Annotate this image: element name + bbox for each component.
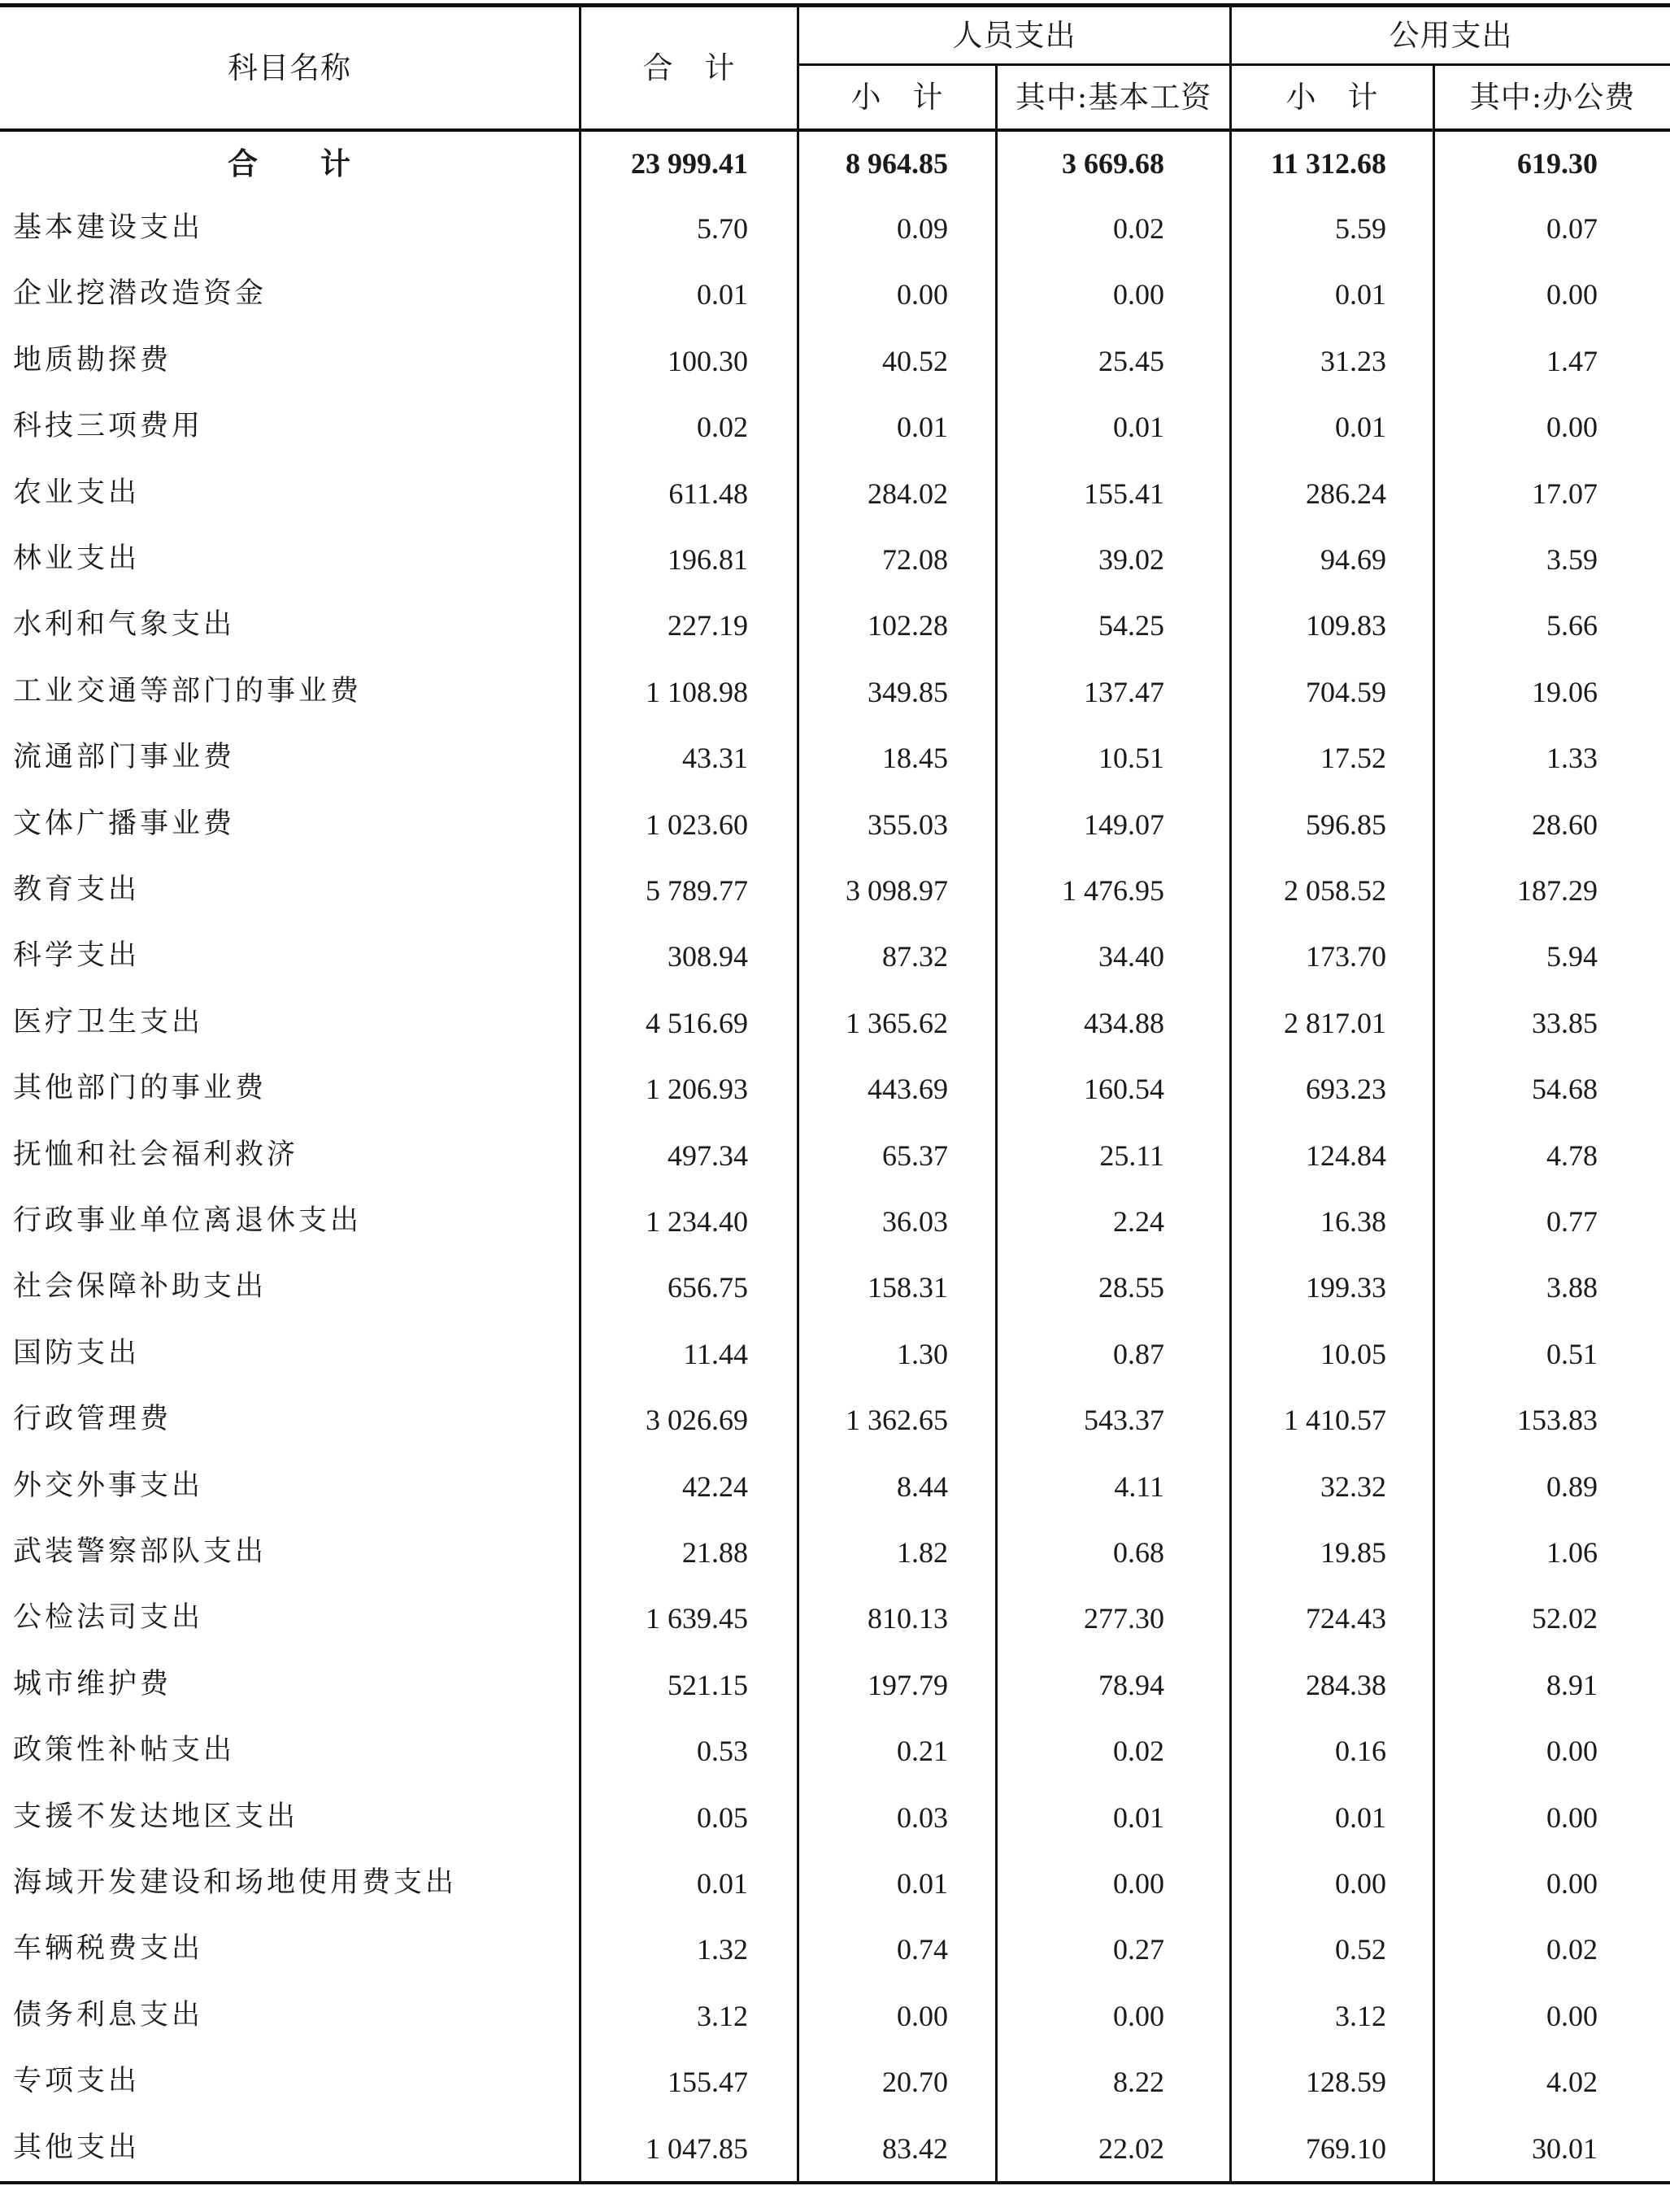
table-cell: 0.01 — [1113, 1801, 1164, 1834]
table-cell: 5 789.77 — [646, 873, 748, 907]
table-cell: 0.52 — [1335, 1932, 1386, 1966]
table-cell: 83.42 — [882, 2131, 948, 2165]
table-cell: 0.01 — [897, 410, 948, 443]
table-cell: 0.01 — [697, 1866, 748, 1900]
table-cell: 704.59 — [1306, 675, 1386, 708]
table-cell: 137.47 — [1084, 675, 1164, 708]
table-cell: 0.02 — [1546, 1932, 1598, 1966]
table-cell: 94.69 — [1320, 542, 1386, 576]
table-cell: 54.25 — [1098, 608, 1164, 642]
table-cell: 0.74 — [897, 1932, 948, 1966]
table-cell: 5.70 — [697, 211, 748, 245]
table-row-label: 林业支出 — [13, 542, 141, 575]
table-cell: 0.02 — [697, 410, 748, 443]
table-cell: 0.00 — [1335, 1866, 1386, 1900]
table-cell: 3.12 — [1335, 1999, 1386, 2032]
table-row-label: 公检法司支出 — [13, 1601, 204, 1634]
header-office-expense: 其中:办公费 — [1469, 80, 1636, 115]
table-cell: 34.40 — [1098, 939, 1164, 973]
table-cell: 0.00 — [1546, 1999, 1598, 2032]
table-row-label: 文体广播事业费 — [13, 808, 236, 840]
table-cell: 0.89 — [1546, 1470, 1598, 1503]
table-cell: 286.24 — [1306, 477, 1386, 510]
table-row-label: 科技三项费用 — [13, 410, 204, 442]
table-cell: 28.55 — [1098, 1270, 1164, 1304]
table-cell: 0.01 — [697, 277, 748, 311]
table-cell: 724.43 — [1306, 1601, 1386, 1635]
table-cell: 1 023.60 — [646, 808, 748, 841]
table-cell: 0.16 — [1335, 1734, 1386, 1767]
table-row-label: 企业挖潜改造资金 — [13, 277, 267, 310]
table-cell: 25.45 — [1098, 344, 1164, 377]
table-cell: 596.85 — [1306, 808, 1386, 841]
table-cell: 39.02 — [1098, 542, 1164, 576]
table-cell: 109.83 — [1306, 608, 1386, 642]
table-cell: 5.66 — [1546, 608, 1598, 642]
table-cell: 124.84 — [1306, 1139, 1386, 1172]
table-cell: 11.44 — [683, 1337, 748, 1370]
table-cell: 434.88 — [1084, 1006, 1164, 1039]
total-row-label: 合 计 — [228, 145, 351, 181]
table-cell: 543.37 — [1084, 1403, 1164, 1436]
table-row-label: 债务利息支出 — [13, 1999, 204, 2031]
table-cell: 87.32 — [882, 939, 948, 973]
table-cell: 65.37 — [882, 1139, 948, 1172]
table-cell: 656.75 — [668, 1270, 748, 1304]
table-cell: 155.41 — [1084, 477, 1164, 510]
table-cell: 810.13 — [868, 1601, 948, 1635]
table-row-label: 地质勘探费 — [13, 344, 172, 377]
table-cell: 149.07 — [1084, 808, 1164, 841]
table-cell: 17.07 — [1532, 477, 1598, 510]
total-row-value: 619.30 — [1517, 147, 1598, 180]
table-cell: 4.11 — [1114, 1470, 1164, 1503]
table-cell: 1 206.93 — [646, 1072, 748, 1105]
table-row-label: 其他支出 — [13, 2131, 141, 2164]
table-cell: 1 362.65 — [846, 1403, 948, 1436]
table-cell: 0.05 — [697, 1801, 748, 1834]
table-cell: 3 098.97 — [846, 873, 948, 907]
table-cell: 42.24 — [682, 1470, 748, 1503]
table-row-label: 工业交通等部门的事业费 — [13, 675, 363, 708]
table-cell: 0.87 — [1113, 1337, 1164, 1370]
table-cell: 22.02 — [1098, 2131, 1164, 2165]
table-cell: 1.32 — [697, 1932, 748, 1966]
table-cell: 72.08 — [882, 542, 948, 576]
table-cell: 4.78 — [1546, 1139, 1598, 1172]
table-cell: 443.69 — [868, 1072, 948, 1105]
table-cell: 31.23 — [1320, 344, 1386, 377]
table-cell: 52.02 — [1532, 1601, 1598, 1635]
table-cell: 0.77 — [1546, 1204, 1598, 1238]
table-cell: 160.54 — [1084, 1072, 1164, 1105]
table-cell: 284.02 — [868, 477, 948, 510]
table-cell: 18.45 — [882, 741, 948, 774]
table-cell: 0.01 — [1113, 410, 1164, 443]
table-cell: 0.53 — [697, 1734, 748, 1767]
table-cell: 4 516.69 — [646, 1006, 748, 1039]
table-row-label: 农业支出 — [13, 477, 141, 509]
table-row-label: 武装警察部队支出 — [13, 1535, 267, 1568]
table-cell: 1.30 — [897, 1337, 948, 1370]
table-row-label: 科学支出 — [13, 939, 141, 972]
table-cell: 36.03 — [882, 1204, 948, 1238]
table-cell: 1 234.40 — [646, 1204, 748, 1238]
table-cell: 0.01 — [1335, 410, 1386, 443]
table-row-label: 国防支出 — [13, 1337, 141, 1369]
table-row-label: 水利和气象支出 — [13, 608, 236, 641]
table-cell: 4.02 — [1546, 2065, 1598, 2098]
table-cell: 25.11 — [1099, 1139, 1164, 1172]
table-cell: 28.60 — [1532, 808, 1598, 841]
header-item-name: 科目名称 — [228, 50, 351, 85]
table-cell: 3.12 — [697, 1999, 748, 2032]
table-cell: 308.94 — [668, 939, 748, 973]
table-row-label: 海域开发建设和场地使用费支出 — [13, 1866, 458, 1899]
table-cell: 227.19 — [668, 608, 748, 642]
table-row-label: 社会保障补助支出 — [13, 1270, 267, 1303]
table-cell: 284.38 — [1306, 1668, 1386, 1701]
table-cell: 21.88 — [682, 1535, 748, 1569]
table-cell: 0.01 — [1335, 1801, 1386, 1834]
header-total: 合 计 — [642, 50, 736, 85]
table-cell: 128.59 — [1306, 2065, 1386, 2098]
table-cell: 20.70 — [882, 2065, 948, 2098]
table-cell: 8.91 — [1546, 1668, 1598, 1701]
table-cell: 693.23 — [1306, 1072, 1386, 1105]
table-cell: 0.27 — [1113, 1932, 1164, 1966]
table-cell: 2.24 — [1113, 1204, 1164, 1238]
table-cell: 102.28 — [868, 608, 948, 642]
table-cell: 1.47 — [1546, 344, 1598, 377]
table-row-label: 行政管理费 — [13, 1403, 172, 1435]
table-cell: 0.51 — [1546, 1337, 1598, 1370]
table-cell: 0.21 — [897, 1734, 948, 1767]
table-cell: 158.31 — [868, 1270, 948, 1304]
table-cell: 54.68 — [1532, 1072, 1598, 1105]
table-cell: 0.00 — [1546, 277, 1598, 311]
table-cell: 2 817.01 — [1284, 1006, 1386, 1039]
table-cell: 611.48 — [668, 477, 748, 510]
table-cell: 197.79 — [868, 1668, 948, 1701]
table-cell: 173.70 — [1306, 939, 1386, 973]
table-cell: 349.85 — [868, 675, 948, 708]
table-cell: 0.01 — [897, 1866, 948, 1900]
table-row-label: 支援不发达地区支出 — [13, 1801, 299, 1833]
header-basic-wage: 其中:基本工资 — [1015, 80, 1212, 115]
table-cell: 1 410.57 — [1284, 1403, 1386, 1436]
table-cell: 2 058.52 — [1284, 873, 1386, 907]
table-cell: 32.32 — [1320, 1470, 1386, 1503]
table-cell: 1 365.62 — [846, 1006, 948, 1039]
table-cell: 187.29 — [1517, 873, 1598, 907]
table-cell: 0.09 — [897, 211, 948, 245]
table-cell: 78.94 — [1098, 1668, 1164, 1701]
total-row-value: 3 669.68 — [1062, 147, 1164, 180]
table-row-label: 其他部门的事业费 — [13, 1072, 267, 1104]
table-cell: 0.00 — [1546, 410, 1598, 443]
total-row-value: 11 312.68 — [1270, 147, 1386, 180]
table-bottom-rule — [0, 2181, 1670, 2184]
table-cell: 5.94 — [1546, 939, 1598, 973]
table-cell: 0.07 — [1546, 211, 1598, 245]
table-cell: 0.00 — [897, 277, 948, 311]
table-cell: 1.33 — [1546, 741, 1598, 774]
table-cell: 497.34 — [668, 1139, 748, 1172]
table-row-label: 专项支出 — [13, 2065, 141, 2097]
table-cell: 0.00 — [1113, 1866, 1164, 1900]
table-cell: 43.31 — [682, 741, 748, 774]
table-row-label: 城市维护费 — [13, 1668, 172, 1700]
table-cell: 33.85 — [1532, 1006, 1598, 1039]
table-row-label: 教育支出 — [13, 873, 141, 906]
table-cell: 30.01 — [1532, 2131, 1598, 2165]
header-personnel-expenditure: 人员支出 — [952, 17, 1076, 53]
total-row-value: 23 999.41 — [631, 147, 748, 180]
table-cell: 0.00 — [1546, 1734, 1598, 1767]
table-cell: 0.02 — [1113, 1734, 1164, 1767]
table-cell: 0.00 — [897, 1999, 948, 2032]
table-cell: 8.22 — [1113, 2065, 1164, 2098]
table-cell: 1 639.45 — [646, 1601, 748, 1635]
table-row-label: 基本建设支出 — [13, 211, 204, 244]
table-cell: 100.30 — [668, 344, 748, 377]
table-cell: 19.06 — [1532, 675, 1598, 708]
table-row-label: 医疗卫生支出 — [13, 1006, 204, 1039]
table-cell: 0.68 — [1113, 1535, 1164, 1569]
table-row-label: 行政事业单位离退休支出 — [13, 1204, 363, 1237]
table-cell: 1 108.98 — [646, 675, 748, 708]
table-cell: 8.44 — [897, 1470, 948, 1503]
table-cell: 199.33 — [1306, 1270, 1386, 1304]
table-cell: 521.15 — [668, 1668, 748, 1701]
header-public-expenditure: 公用支出 — [1389, 17, 1513, 53]
table-cell: 10.05 — [1320, 1337, 1386, 1370]
table-cell: 16.38 — [1320, 1204, 1386, 1238]
table-cell: 10.51 — [1098, 741, 1164, 774]
table-row-label: 政策性补帖支出 — [13, 1734, 236, 1766]
table-cell: 196.81 — [668, 542, 748, 576]
header-personnel-subtotal: 小 计 — [850, 80, 944, 115]
table-cell: 0.00 — [1546, 1866, 1598, 1900]
table-cell: 355.03 — [868, 808, 948, 841]
total-row-value: 8 964.85 — [846, 147, 948, 180]
table-cell: 3.59 — [1546, 542, 1598, 576]
table-cell: 0.03 — [897, 1801, 948, 1834]
table-cell: 1.82 — [897, 1535, 948, 1569]
table-cell: 40.52 — [882, 344, 948, 377]
table-cell: 5.59 — [1335, 211, 1386, 245]
table-row-label: 抚恤和社会福利救济 — [13, 1139, 299, 1171]
table-cell: 0.00 — [1113, 1999, 1164, 2032]
table-cell: 155.47 — [668, 2065, 748, 2098]
table-cell: 17.52 — [1320, 741, 1386, 774]
table-cell: 0.02 — [1113, 211, 1164, 245]
table-row-label: 外交外事支出 — [13, 1470, 204, 1502]
table-cell: 1 047.85 — [646, 2131, 748, 2165]
table-cell: 277.30 — [1084, 1601, 1164, 1635]
table-cell: 1.06 — [1546, 1535, 1598, 1569]
table-cell: 3.88 — [1546, 1270, 1598, 1304]
header-public-subtotal: 小 计 — [1285, 80, 1379, 115]
table-cell: 3 026.69 — [646, 1403, 748, 1436]
table-cell: 0.01 — [1335, 277, 1386, 311]
table-cell: 0.00 — [1546, 1801, 1598, 1834]
table-cell: 0.00 — [1113, 277, 1164, 311]
table-row-label: 车辆税费支出 — [13, 1932, 204, 1965]
table-cell: 1 476.95 — [1062, 873, 1164, 907]
table-cell: 19.85 — [1320, 1535, 1386, 1569]
table-cell: 153.83 — [1517, 1403, 1598, 1436]
table-row-label: 流通部门事业费 — [13, 741, 236, 773]
table-cell: 769.10 — [1306, 2131, 1386, 2165]
